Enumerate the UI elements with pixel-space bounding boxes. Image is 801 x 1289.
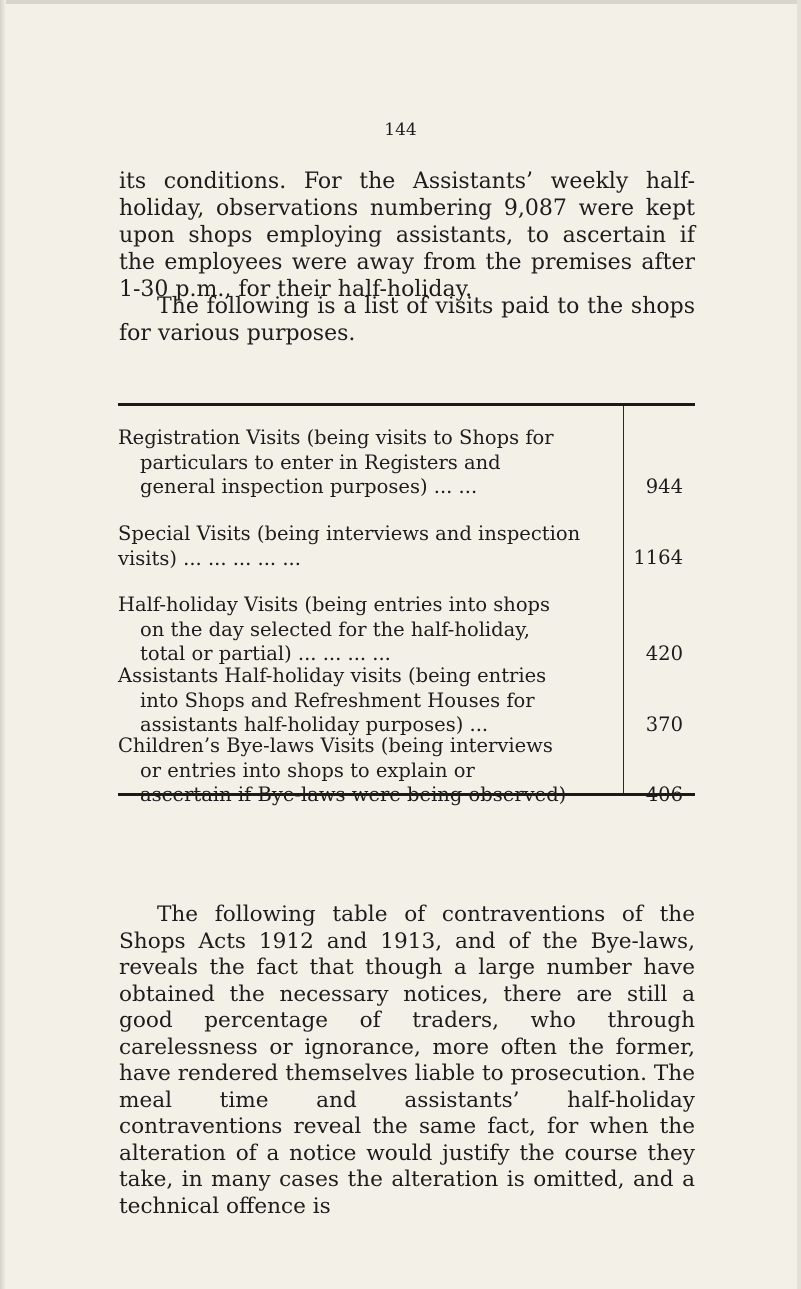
row-label xyxy=(118,426,613,500)
page-number: 144 xyxy=(384,120,417,140)
table-row xyxy=(118,426,695,501)
row-label-line: Half-holiday Visits (being entries into shops xyxy=(118,593,551,616)
row-label-line: Children’s Bye-laws Visits (being interviews xyxy=(118,734,553,757)
row-label xyxy=(118,593,613,667)
paragraph-contraventions-text: The following table of contraventions of the Shops Acts 1912 and 1913, and of the Bye-laws, reveals the fact that though a large number have obtained the necessary notices, there are still a good percentage of traders, who through carelessness or ignorance, more often the former, have rendered themselves liable to prosecution. The meal time and assistants’ half-holiday contraventions reveal the same fact, for when the alteration of a notice would justify the course they take, in many cases the alteration is omitted, and a technical offence is xyxy=(119,902,695,1219)
row-value: 420 xyxy=(645,642,683,665)
table-row xyxy=(118,664,695,739)
page-edge-left xyxy=(0,0,6,1289)
paragraph-continuation: its conditions. For the Assistants’ weekly half-holiday, observations numbering 9,087 were kept upon shops employing assistants, to ascertain if the employees were away from the premises after 1-30 p.m., for their half-holiday. xyxy=(119,169,695,302)
page-edge-right xyxy=(797,0,801,1289)
paragraph-contraventions xyxy=(119,902,695,1220)
row-label-line: visits) ... ... ... ... ... xyxy=(118,546,301,570)
paragraph-visits-intro-text: The following is a list of visits paid to the shops for various purposes. xyxy=(119,294,695,346)
row-label-line: ascertain if Bye-laws were being observed) xyxy=(140,783,567,806)
row-value: 406 xyxy=(645,783,683,806)
row-label-line: total or partial) ... ... ... ... xyxy=(140,642,391,665)
row-value: 944 xyxy=(645,475,683,498)
row-label-line: particulars to enter in Registers and xyxy=(140,450,501,474)
row-label-line: Assistants Half-holiday visits (being entries xyxy=(118,664,547,687)
row-label-line: into Shops and Refreshment Houses for xyxy=(140,688,535,712)
row-label-line: assistants half-holiday purposes) ... xyxy=(140,713,489,736)
row-label-line: Special Visits (being interviews and inspection xyxy=(118,522,581,545)
table-row xyxy=(118,734,695,809)
row-label xyxy=(118,734,613,808)
visits-table xyxy=(118,403,695,806)
row-label xyxy=(118,522,613,571)
paragraph-visits-intro xyxy=(119,293,695,347)
row-label-line: on the day selected for the half-holiday, xyxy=(140,617,530,641)
table-row xyxy=(118,593,695,668)
row-label xyxy=(118,664,613,738)
row-label-line: general inspection purposes) ... ... xyxy=(140,475,478,498)
page-edge-top xyxy=(0,0,801,4)
table-row xyxy=(118,522,695,597)
row-value: 1164 xyxy=(633,546,683,569)
row-label-line: or entries into shops to explain or xyxy=(140,758,475,782)
row-value: 370 xyxy=(645,713,683,736)
row-label-line: Registration Visits (being visits to Shops for xyxy=(118,426,554,449)
